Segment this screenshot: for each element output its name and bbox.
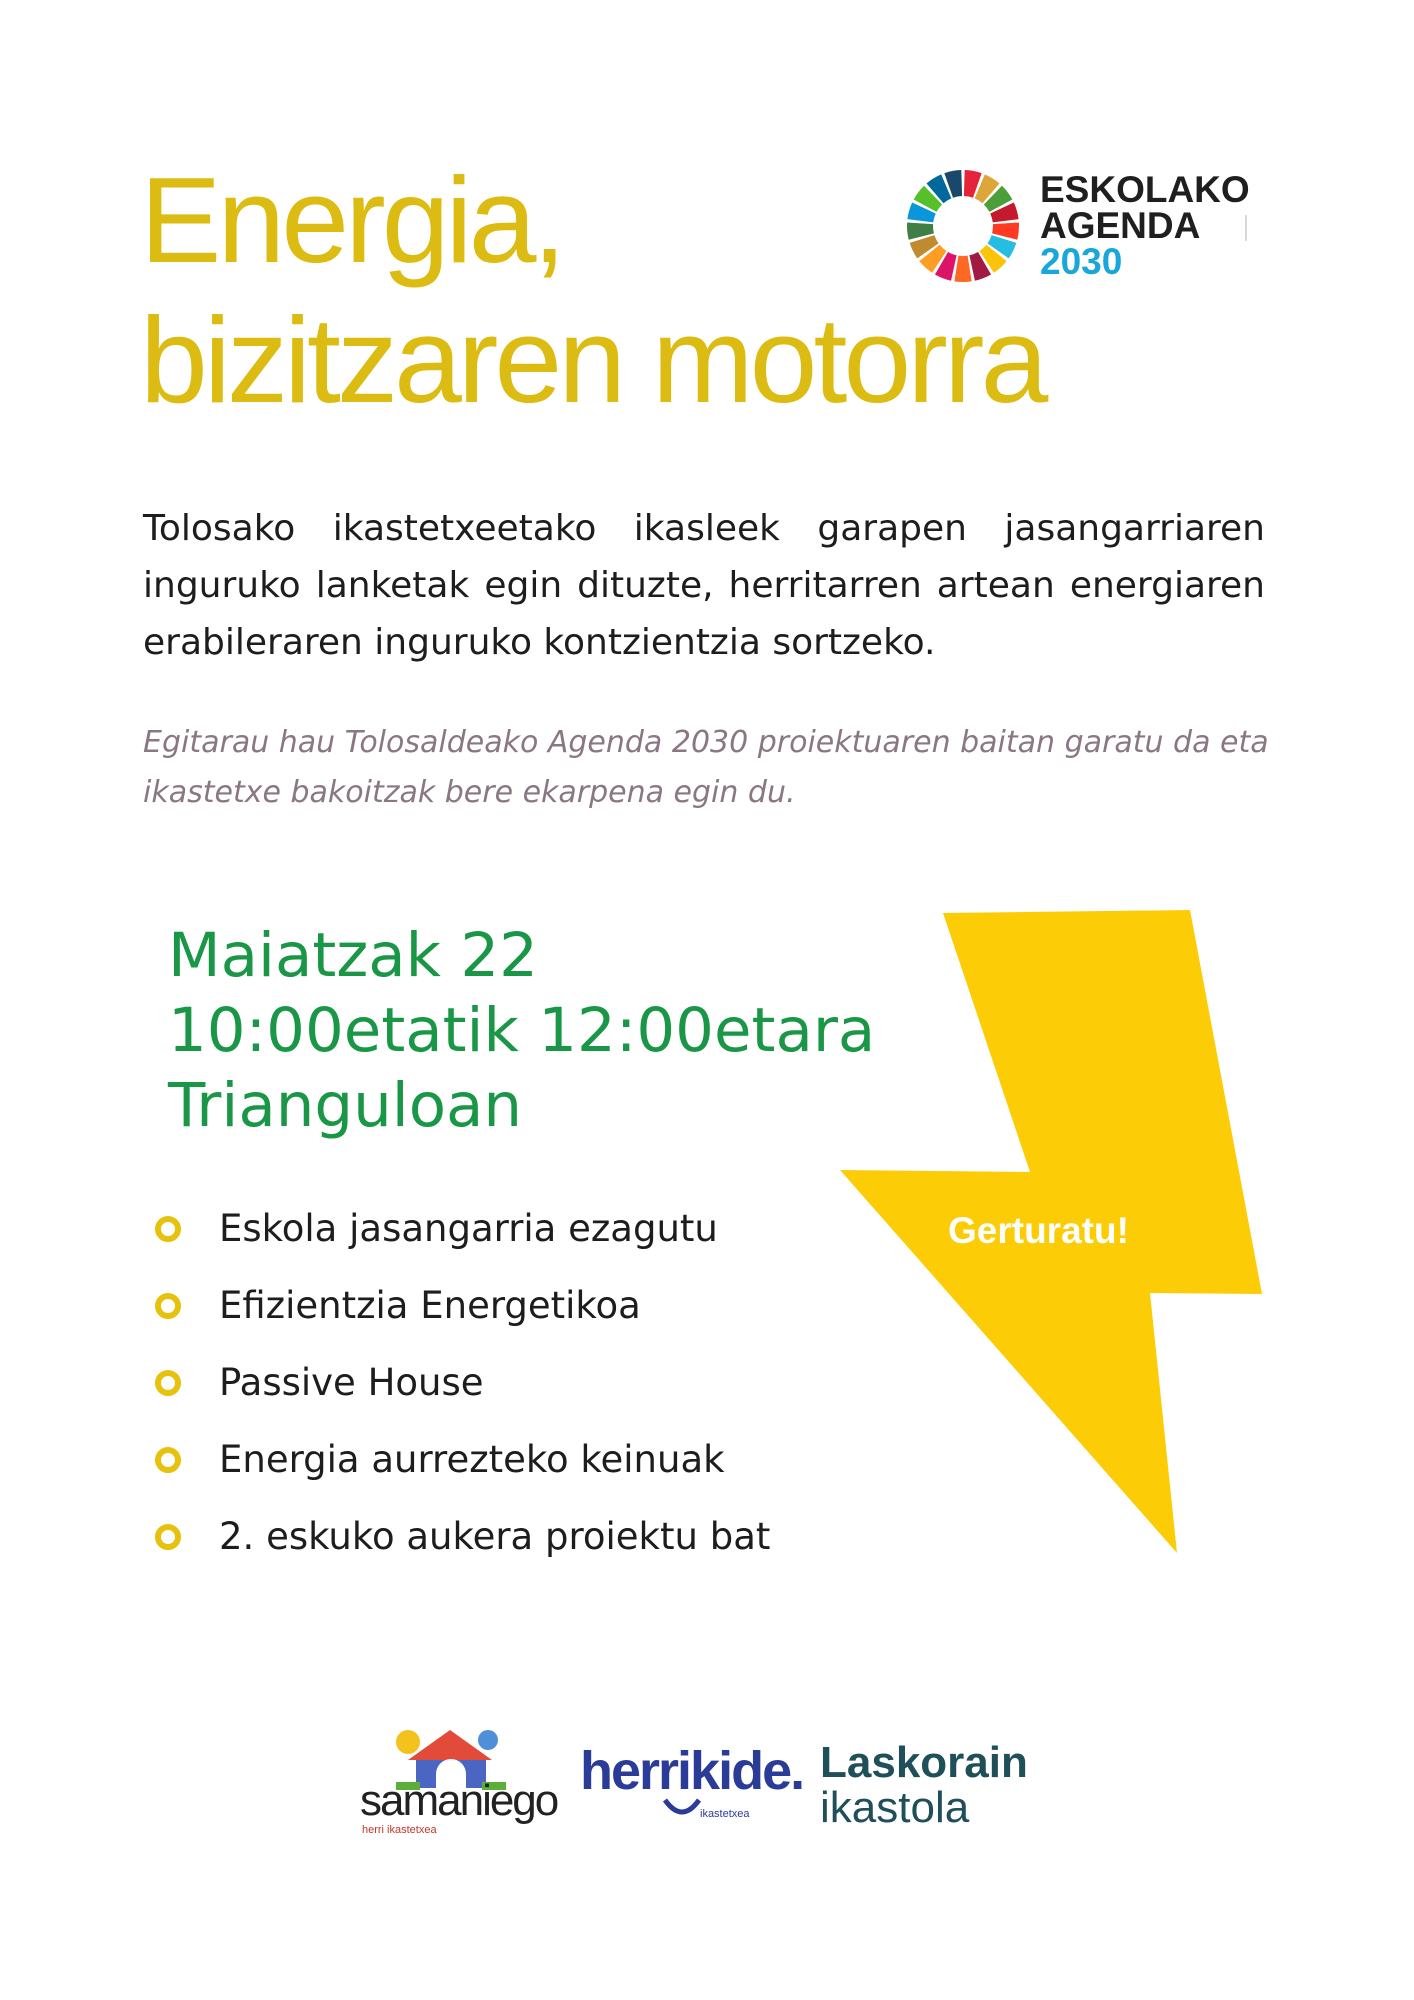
bullet-icon xyxy=(155,1447,181,1473)
list-item xyxy=(155,1267,770,1344)
bullet-icon xyxy=(155,1293,181,1319)
samaniego-logo xyxy=(360,1720,558,1836)
cta-label: Gerturatu! xyxy=(948,1210,1129,1251)
laskorain-line-1: Laskorain xyxy=(820,1738,1028,1787)
eskolako-agenda-logo xyxy=(1040,169,1250,282)
title-line-2: bizitzaren motorra xyxy=(140,292,1045,428)
bullet-icon xyxy=(155,1524,181,1550)
list-item xyxy=(155,1344,770,1421)
herrikide-subtitle: ikastetxea xyxy=(700,1808,750,1820)
samaniego-subtitle: herri ikastetxea xyxy=(362,1824,437,1836)
logo-line-3: 2030 xyxy=(1040,241,1123,282)
list-item xyxy=(155,1421,770,1498)
topic-label: Efizientzia Energetikoa xyxy=(219,1284,641,1327)
project-note: Egitarau hau Tolosaldeako Agenda 2030 proiektuaren baitan garatu da eta ikastetxe bakoitzak bere ekarpena egin du. xyxy=(143,725,1269,810)
topic-label: 2. eskuko aukera proiektu bat xyxy=(219,1515,771,1558)
topic-list xyxy=(155,1190,770,1575)
list-item xyxy=(155,1190,770,1267)
sdg-wheel-segment xyxy=(954,256,971,282)
bullet-icon xyxy=(155,1216,181,1242)
laskorain-logo xyxy=(820,1740,1028,1830)
topic-label: Eskola jasangarria ezagutu xyxy=(219,1207,718,1250)
laskorain-line-2: ikastola xyxy=(820,1783,970,1832)
topic-label: Energia aurrezteko keinuak xyxy=(219,1438,725,1481)
intro-paragraph: Tolosako ikastetxeetako ikasleek garapen jasangarriaren inguruko lanketak egin dituzte, herritarren artean energiaren erabileraren inguruko kontzientzia sortzeko. xyxy=(143,508,1265,663)
event-date: Maiatzak 22 xyxy=(168,920,538,991)
logo-line-2: AGENDA xyxy=(1040,205,1201,246)
logo-line-1: ESKOLAKO xyxy=(1040,169,1250,210)
bullet-icon xyxy=(155,1370,181,1396)
list-item xyxy=(155,1498,770,1575)
logo-divider xyxy=(1245,215,1247,241)
event-time: 10:00etatik 12:00etara xyxy=(168,995,876,1066)
herrikide-logo xyxy=(580,1740,804,1820)
event-place: Trianguloan xyxy=(168,1070,523,1141)
smile-icon xyxy=(662,1798,702,1820)
herrikide-wordmark: herrikide. xyxy=(580,1741,804,1801)
samaniego-wordmark: samaniego xyxy=(360,1776,558,1825)
event-details xyxy=(168,918,875,1143)
topic-label: Passive House xyxy=(219,1361,484,1404)
title-line-1: Energia, xyxy=(140,152,563,288)
